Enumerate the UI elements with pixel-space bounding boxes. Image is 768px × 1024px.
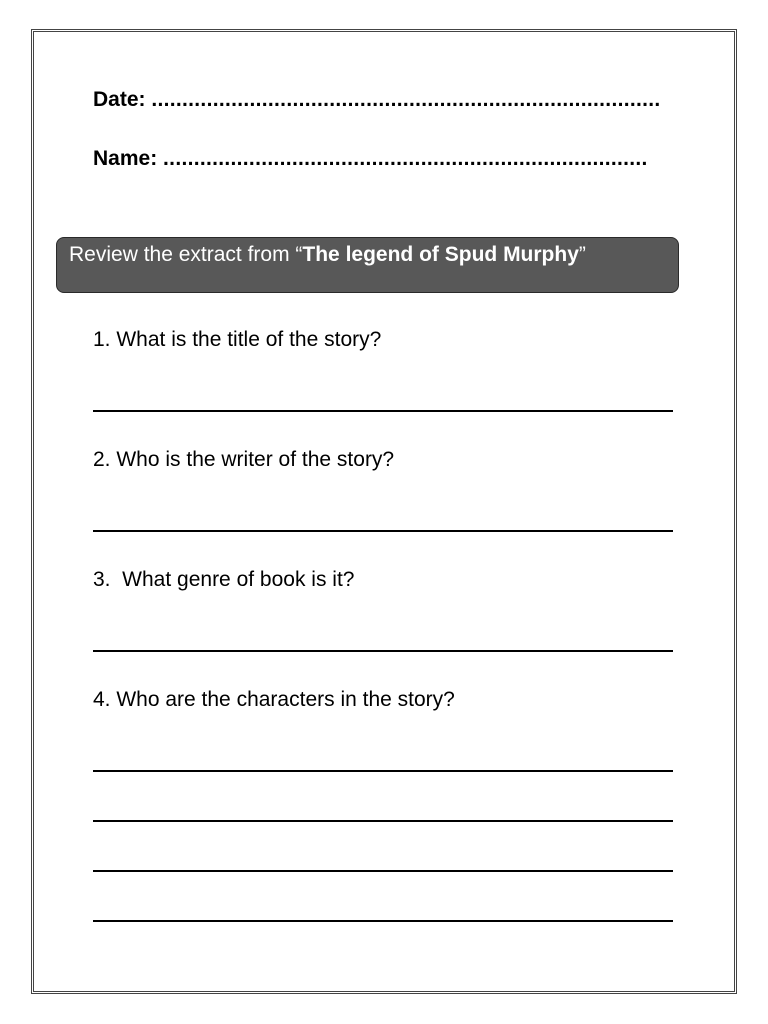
- question-3: 3. What genre of book is it?: [93, 568, 355, 591]
- date-dots: ...................................................................................: [151, 88, 661, 111]
- answer-line-2[interactable]: [93, 530, 673, 532]
- banner-suffix: ”: [578, 243, 586, 266]
- answer-line-4c[interactable]: [93, 870, 673, 872]
- date-label: Date:: [93, 88, 146, 111]
- banner-title: The legend of Spud Murphy: [302, 243, 579, 266]
- page-border: [31, 29, 737, 994]
- question-2: 2. Who is the writer of the story?: [93, 448, 395, 471]
- answer-line-4d[interactable]: [93, 920, 673, 922]
- answer-line-3[interactable]: [93, 650, 673, 652]
- banner-prefix: Review the extract from “: [69, 243, 303, 266]
- question-4: 4. Who are the characters in the story?: [93, 688, 455, 711]
- date-field[interactable]: [93, 88, 661, 112]
- instruction-banner: [56, 237, 679, 293]
- answer-line-1[interactable]: [93, 410, 673, 412]
- name-label: Name:: [93, 147, 158, 170]
- answer-line-4b[interactable]: [93, 820, 673, 822]
- question-1: 1. What is the title of the story?: [93, 328, 382, 351]
- answer-line-4a[interactable]: [93, 770, 673, 772]
- name-field[interactable]: [93, 147, 648, 171]
- name-dots: ...............................................................................: [163, 147, 648, 170]
